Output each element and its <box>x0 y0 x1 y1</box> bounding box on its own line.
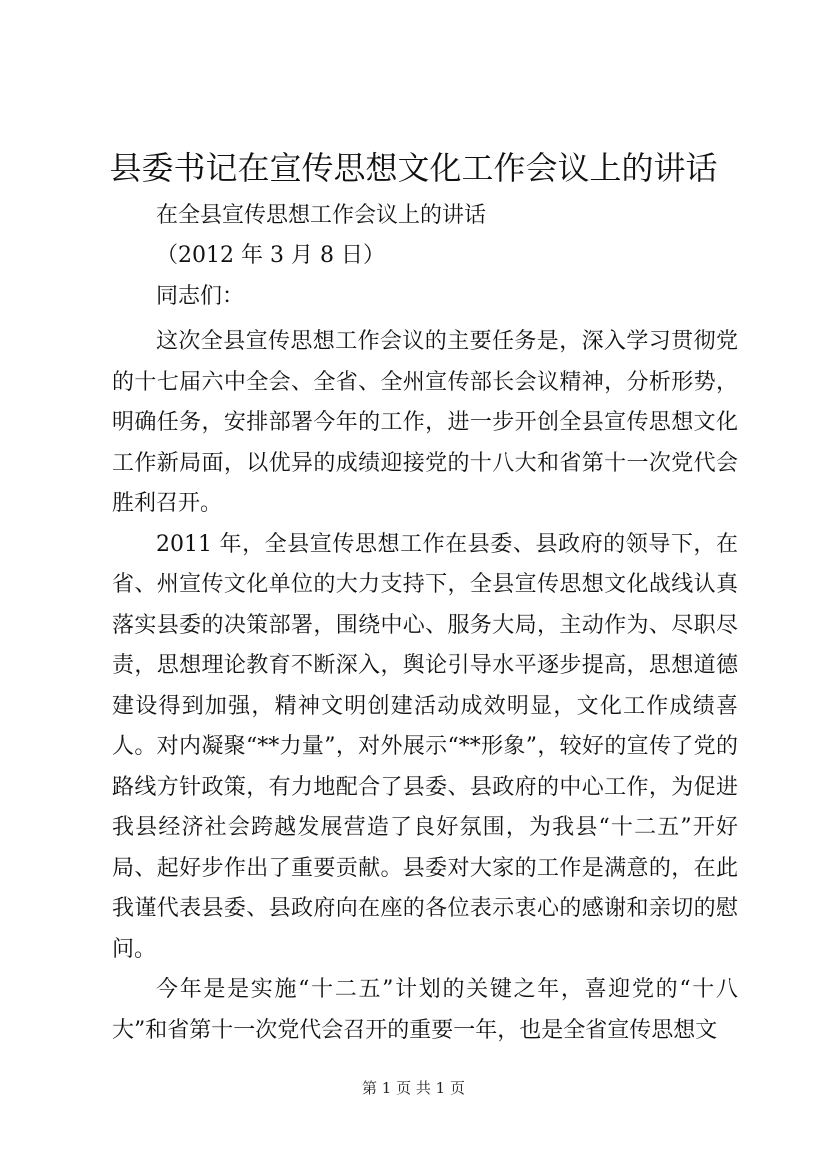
document-date: （2012 年 3 月 8 日） <box>156 243 385 268</box>
page-number-footer: 第 1 页 共 1 页 <box>362 1079 465 1097</box>
document-subtitle: 在全县宣传思想工作会议上的讲话 <box>156 203 487 228</box>
salutation: 同志们： <box>156 284 245 309</box>
document-body <box>112 322 738 1051</box>
document-title: 县委书记在宣传思想文化工作会议上的讲话 <box>109 149 718 187</box>
paragraph-3: 今年是是实施“十二五”计划的关键之年，喜迎党的“十八大”和省第十一次党代会召开的重要一年，也是全省宣传思想文 <box>112 977 738 1043</box>
paragraph-1: 这次全县宣传思想工作会议的主要任务是，深入学习贯彻党的十七届六中全会、全省、全州宣传部长会议精神，分析形势，明确任务，安排部署今年的工作，进一步开创全县宣传思想文化工作新局面，以优异的成绩迎接党的十八大和省第十一次党代会胜利召开。 <box>112 329 738 516</box>
paragraph-2: 2011 年，全县宣传思想工作在县委、县政府的领导下，在省、州宣传文化单位的大力支持下，全县宣传思想文化战线认真落实县委的决策部署，围绕中心、服务大局，主动作为、尽职尽责，思想理论教育不断深入，舆论引导水平逐步提高，思想道德建设得到加强，精神文明创建活动成效明显，文化工作成绩喜人。对内凝聚“**力量”，对外展示“**形象”，较好的宣传了党的路线方针政策，有力地配合了县委、县政府的中心工作，为促进我县经济社会跨越发展营造了良好氛围，为我县“十二五”开好局、起好步作出了重要贡献。县委对大家的工作是满意的，在此我谨代表县委、县政府向在座的各位表示衷心的感谢和亲切的慰问。 <box>112 531 738 962</box>
